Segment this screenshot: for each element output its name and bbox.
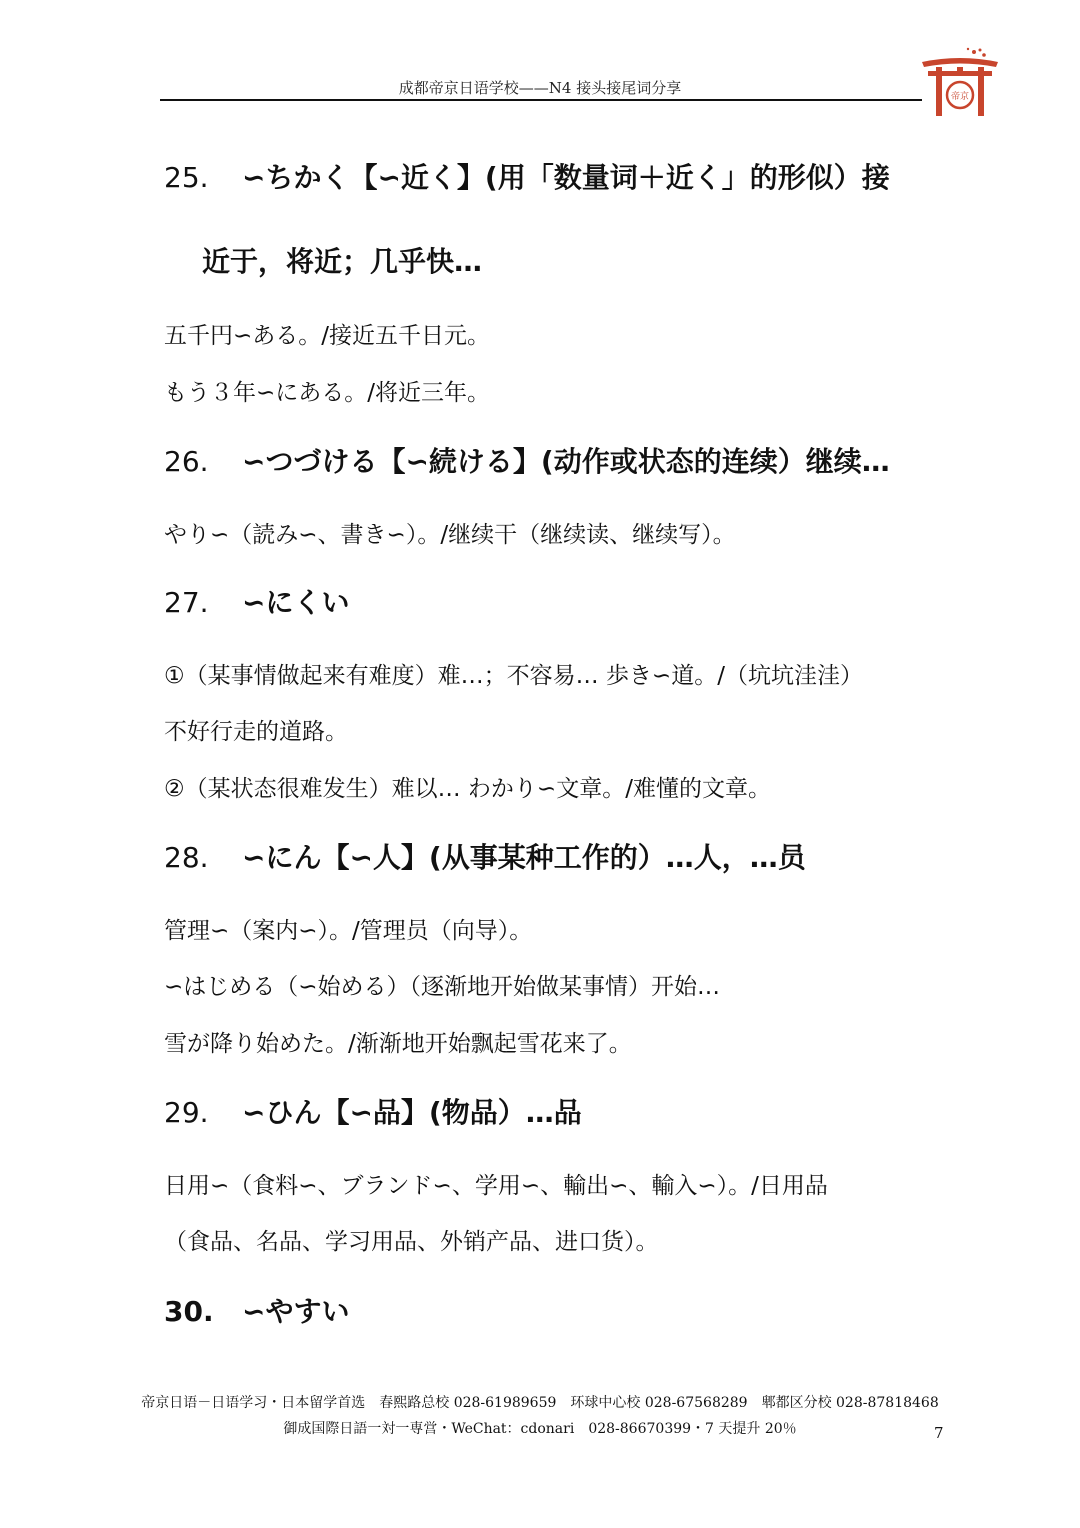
example-line: ∽はじめる（∽始める）（逐渐地开始做某事情）开始…	[164, 974, 721, 1000]
school-logo-torii-icon	[918, 46, 1002, 118]
header-divider	[160, 99, 922, 101]
section-heading-27	[164, 581, 349, 621]
page-number: 7	[934, 1424, 944, 1442]
heading-text: ∽にくい	[242, 586, 350, 619]
heading-text: ∽ちかく【∽近く】(用「数量词＋近く」的形似）接	[242, 161, 890, 194]
section-heading-30	[164, 1290, 349, 1330]
item-number: 25.	[164, 161, 209, 194]
section-heading-29	[164, 1091, 582, 1131]
heading-text: ∽にん【∽人】(从事某种工作的）…人，…员	[242, 841, 806, 874]
example-line: 管理∽（案内∽）。/管理员（向导）。	[164, 918, 533, 944]
document-header-title: 成都帝京日语学校——N4 接头接尾词分享	[398, 79, 682, 97]
example-line: 不好行走的道路。	[164, 719, 348, 745]
example-line: 雪が降り始めた。/渐渐地开始飘起雪花来了。	[164, 1031, 632, 1057]
item-number: 28.	[164, 841, 209, 874]
example-line: やり∽（読み∽、書き∽）。/继续干（继续读、继续写）。	[164, 522, 736, 548]
section-heading-26	[164, 440, 890, 480]
example-line: 日用∽（食料∽、ブランド∽、学用∽、輸出∽、輸入∽）。/日用品	[164, 1173, 828, 1199]
item-number: 27.	[164, 586, 209, 619]
section-heading-25	[164, 156, 890, 196]
example-line: ②（某状态很难发生）难以… わかり∽文章。/难懂的文章。	[164, 776, 771, 802]
item-number: 29.	[164, 1096, 209, 1129]
example-line: もう３年∽にある。/将近三年。	[164, 380, 491, 406]
footer-wechat-line: 御成国際日語一対一専営・WeChat：cdonari 028-86670399・7 天提升 20％	[283, 1421, 797, 1437]
item-number: 26.	[164, 445, 209, 478]
section-heading-25-continuation: 近于，将近；几乎快…	[202, 245, 483, 278]
heading-text: ∽やすい	[242, 1295, 350, 1328]
example-line: 五千円∽ある。/接近五千日元。	[164, 323, 491, 349]
footer-contact-line: 帝京日语－日语学习・日本留学首选 春熙路总校 028-61989659 环球中心校 028-67568289 郫都区分校 028-87818468	[141, 1395, 939, 1411]
example-line: ①（某事情做起来有难度）难…；不容易… 歩き∽道。/（坑坑洼洼）	[164, 663, 863, 689]
section-heading-28	[164, 836, 806, 876]
heading-text: ∽ひん【∽品】(物品）…品	[242, 1096, 582, 1129]
example-line: （食品、名品、学习用品、外销产品、进口货）。	[164, 1229, 659, 1255]
item-number: 30.	[164, 1295, 214, 1328]
logo-text: 帝京	[950, 92, 970, 102]
heading-text: ∽つづける【∽続ける】(动作或状态的连续）继续…	[242, 445, 890, 478]
